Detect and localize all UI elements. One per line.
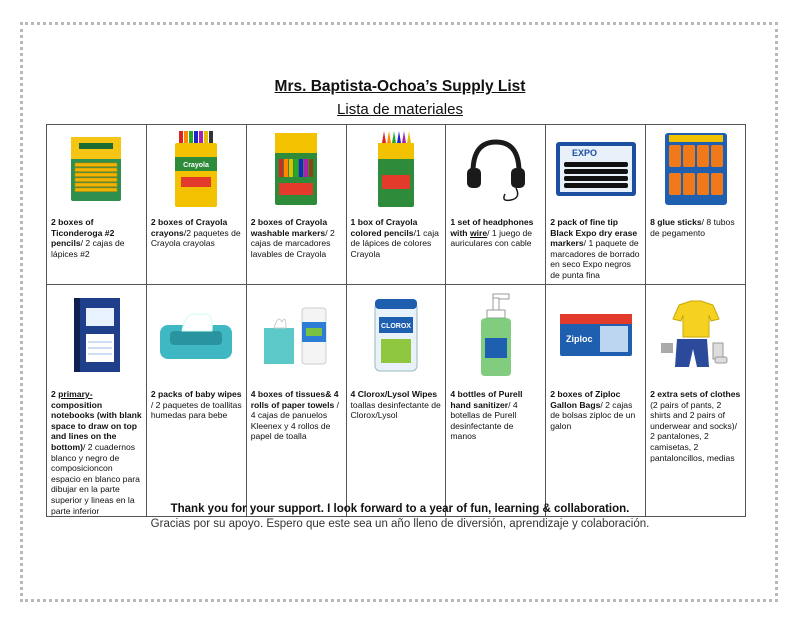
- supply-cell-hand-sanitizer: 4 bottles of Purell hand sanitizer/ 4 botellas de Purell desinfectante de manos: [446, 285, 546, 517]
- supply-cell-baby-wipes: 2 packs of baby wipes / 2 paquetes de toallitas humedas para bebe: [146, 285, 246, 517]
- supply-table: [46, 124, 746, 517]
- hand-sanitizer-icon: [471, 292, 521, 378]
- svg-text:EXPO: EXPO: [571, 148, 597, 158]
- clothes-icon: [657, 297, 735, 373]
- svg-text:CLOROX: CLOROX: [380, 323, 411, 330]
- baby-wipes-icon: [156, 305, 236, 365]
- clorox-wipes-icon: [369, 295, 423, 375]
- supply-cell-dry-erase-markers: EXPO 2 pack of fine tip Black Expo dry erase markers/ 1 paquete de marcadores de borrado en seco Expo negros de punta fina: [546, 125, 646, 285]
- svg-text:Crayola: Crayola: [183, 162, 210, 169]
- supply-cell-markers: 2 boxes of Crayola washable markers/ 2 cajas de marcadores lavables de Crayola: [246, 125, 346, 285]
- supply-cell-crayons: Crayola 2 boxes of Crayola crayons/2 paquetes de Crayola crayolas: [146, 125, 246, 285]
- tissues-paper-towel-icon: [258, 302, 334, 368]
- supply-cell-glue-sticks: 8 glue sticks/ 8 tubos de pegamento: [646, 125, 746, 285]
- pencil-box-icon: [65, 133, 127, 205]
- headphones-icon: [461, 134, 531, 204]
- colored-pencil-box-icon: [374, 129, 418, 209]
- thank-you-english: Thank you for your support. I look forward to a year of fun, learning & collaboration.: [170, 503, 630, 515]
- supply-cell-clothes: 2 extra sets of clothes (2 pairs of pants, 2 shirts and 2 pairs of underwear and socks)/ 2 pantalones, 2 camisetas, 2 pantaloncillos, medias: [646, 285, 746, 517]
- crayon-box-icon: [171, 129, 221, 209]
- page-subtitle: Lista de materiales: [337, 101, 463, 118]
- supply-cell-notebooks: 2 primary-composition notebooks (with blank space to draw on top and lines on the bottom)/ 2 cuadernos blanco y negro de composicioncon espacio en blanco para dibujar en la parte superior y lineas en la parte inferior: [47, 285, 147, 517]
- supply-cell-colored-pencils: 1 box of Crayola colored pencils/1 caja de lápices de colores Crayola: [346, 125, 446, 285]
- supply-cell-pencils: 2 boxes of Ticonderoga #2 pencils/ 2 cajas de lápices #2: [47, 125, 147, 285]
- supply-cell-tissues: 4 boxes of tissues& 4 rolls of paper towels / 4 cajas de panuelos Kleenex y 4 rollos de papel de toalla: [246, 285, 346, 517]
- supply-cell-clorox-wipes: CLOROX 4 Clorox/Lysol Wipes toallas desinfectante de Clorox/Lysol: [346, 285, 446, 517]
- ziploc-box-icon: [556, 310, 636, 360]
- page-title: Mrs. Baptista-Ochoa’s Supply List: [274, 78, 526, 95]
- supply-cell-headphones: 1 set of headphones with wire/ 1 juego de auriculares con cable: [446, 125, 546, 285]
- composition-notebook-icon: [68, 294, 124, 376]
- marker-box-icon: [271, 129, 321, 209]
- thank-you-spanish: Gracias por su apoyo. Espero que este sea un año lleno de diversión, aprendizaje y colaboración.: [150, 518, 650, 530]
- supply-cell-ziploc-bags: Ziploc 2 boxes of Ziploc Gallon Bags/ 2 cajas de bolsas ziploc de un galon: [546, 285, 646, 517]
- expo-marker-pack-icon: [554, 138, 638, 200]
- svg-text:Ziploc: Ziploc: [565, 334, 593, 344]
- glue-stick-pack-icon: [661, 131, 731, 207]
